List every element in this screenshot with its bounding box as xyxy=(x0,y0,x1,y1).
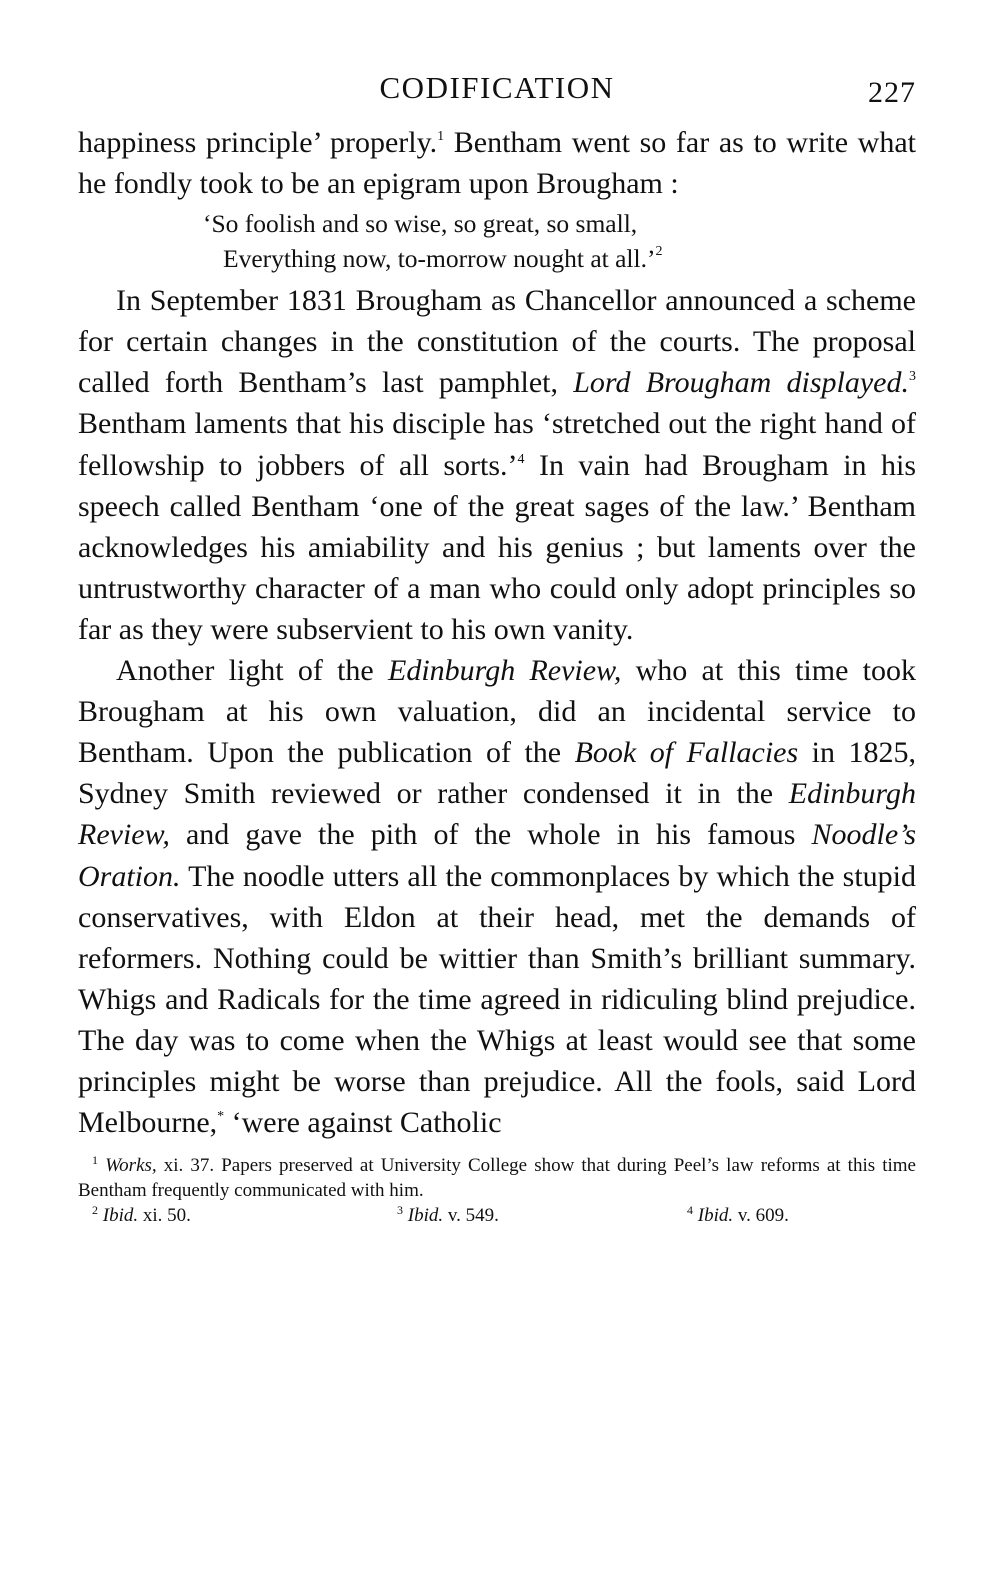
text-run: The noodle utters all the commonplaces by which the stupid conservatives, with Eldon at their head, met the demands of reformers. Nothing could be wittier than Smith’s brilliant summary. Whigs and Radicals for the time agreed in ridiculing blind prejudice. The day was to come when the Whigs at least would see that some principles might be worse than prejudice. All the fools, said Lord Melbourne, xyxy=(78,859,916,1140)
footnote-4-text: v. 609. xyxy=(733,1205,789,1227)
footnote-3-text: v. 549. xyxy=(443,1205,499,1227)
footnote-2-text: xi. 50. xyxy=(138,1205,191,1227)
footnote-1 xyxy=(78,1153,916,1203)
verse-line-1: ‘So foolish and so wise, so great, so small, xyxy=(203,209,638,239)
footnote-1-number: 1 xyxy=(92,1153,98,1168)
book-page xyxy=(78,62,916,1228)
footnote-2 xyxy=(92,1203,397,1228)
page-number: 227 xyxy=(868,76,916,109)
paragraph-edinburgh-review xyxy=(78,650,916,1143)
text-run: In vain had Brougham in his speech called Bentham ‘one of the great sages of the law.’ Bentham acknowledges his amiability and his genius ; but laments over the untrustworthy character of a man who could only adopt principles so far as they were subservient to his own vanity. xyxy=(78,448,916,646)
text-run: Bentham went so far as to write what he fondly took to be an epigram upon Brougham : xyxy=(78,126,916,201)
footnotes-row xyxy=(78,1203,916,1228)
footnote-3-number: 3 xyxy=(397,1203,403,1218)
text-run: Bentham laments that his disciple has ‘stretched out the right hand of fellowship to jobbers of all sorts.’ xyxy=(78,407,916,482)
italic-title-lord-brougham-displayed: Lord Brougham displayed. xyxy=(573,366,909,400)
paragraph-continuation xyxy=(78,122,916,204)
text-run: In September 1831 Brougham as Chancellor announced a scheme for certain changes in the constitution of the courts. The proposal called forth Bentham’s last pamphlet, xyxy=(78,284,916,400)
footnote-1-text: xi. 37. Papers preserved at University College show that during Peel’s law reforms at this time Bentham frequently communicated with him. xyxy=(78,1155,916,1202)
italic-noodles-oration: Noodle’s Oration. xyxy=(78,818,916,893)
italic-edinburgh-review-2: Edinburgh Review, xyxy=(78,777,916,852)
body-text xyxy=(78,122,916,1143)
italic-book-of-fallacies: Book of Fallacies xyxy=(574,736,799,770)
footnote-4 xyxy=(687,1203,887,1228)
footnote-ref-4: 4 xyxy=(517,451,525,467)
verse-line-2-text: Everything now, to-morrow nought at all.’ xyxy=(223,244,656,274)
footnote-ref-1: 1 xyxy=(437,129,445,144)
text-run: Another light of the xyxy=(116,654,388,688)
footnote-4-number: 4 xyxy=(687,1203,693,1218)
verse-line-2 xyxy=(203,241,916,276)
epigram-verse xyxy=(78,206,916,276)
paragraph-brougham-pamphlet xyxy=(78,280,916,650)
text-run: who at this time took Brougham at his own valuation, did an incidental service to Bentham. Upon the publication of the xyxy=(78,654,916,770)
footnote-3-ref: Ibid. xyxy=(407,1205,444,1227)
text-run: and gave the pith of the whole in his famous xyxy=(169,818,812,852)
footnote-2-ref: Ibid. xyxy=(102,1205,139,1227)
text-run: happiness principle’ properly. xyxy=(78,126,438,159)
footnote-ref-2: 2 xyxy=(655,244,663,260)
footnote-4-ref: Ibid. xyxy=(697,1205,734,1227)
footnotes xyxy=(78,1153,916,1228)
italic-edinburgh-review: Edinburgh Review, xyxy=(388,654,622,688)
text-run: ‘were against Catholic xyxy=(224,1106,502,1140)
text-run: in 1825, Sydney Smith reviewed or rather condensed it in the xyxy=(78,736,916,811)
asterisk-mark: * xyxy=(217,1109,225,1125)
running-title: CODIFICATION xyxy=(379,70,615,105)
footnote-2-number: 2 xyxy=(92,1203,98,1218)
footnote-ref-3: 3 xyxy=(908,369,916,385)
footnote-3 xyxy=(397,1203,687,1228)
footnote-1-ref: Works, xyxy=(105,1155,157,1177)
page-header xyxy=(78,62,916,122)
